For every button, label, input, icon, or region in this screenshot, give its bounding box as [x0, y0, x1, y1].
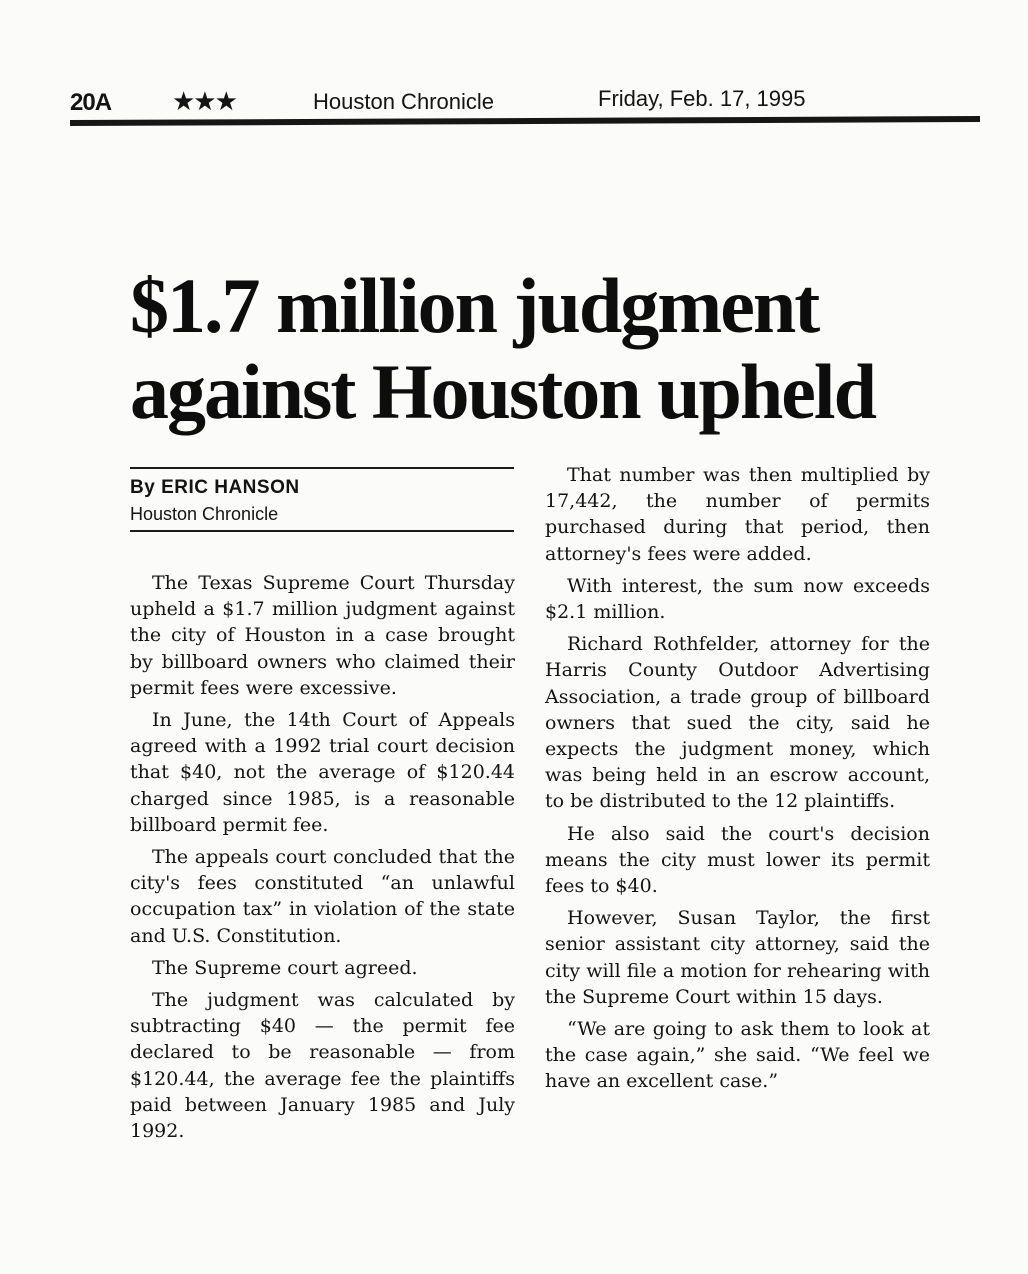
article-column-right — [545, 462, 930, 1101]
paragraph: The Supreme court agreed. — [152, 956, 418, 979]
paragraph: The appeals court concluded that the city's fees constituted “an unlawful occupation tax” in violation of the state and U.S. Constitution. — [130, 846, 515, 947]
paragraph: He also said the court's decision means the city must lower its permit fees to $40. — [545, 822, 930, 898]
paragraph: Richard Rothfelder, attorney for the Harris County Outdoor Advertising Association, a trade group of billboard owners that sued the city, said he expects the judgment money, which was being held in an escrow account, to be distributed to the 12 plaintiffs. — [545, 633, 930, 813]
paragraph: That number was then multiplied by 17,442, the number of permits purchased during that period, then attorney's fees were added. — [545, 464, 930, 565]
headline: $1.7 million judgment against Houston upheld — [130, 262, 875, 435]
edition-stars: ★★★ — [172, 86, 236, 116]
byline-author: By ERIC HANSON — [130, 477, 300, 498]
byline-rule-bottom — [130, 530, 514, 532]
paragraph: However, Susan Taylor, the first senior assistant city attorney, said the city will file a motion for rehearing with the Supreme Court within 15 days. — [545, 907, 930, 1008]
byline-rule-top — [130, 467, 514, 469]
masthead — [70, 86, 978, 120]
byline-organization: Houston Chronicle — [130, 504, 279, 524]
paragraph: The judgment was calculated by subtracting $40 — the permit fee declared to be reasonable — from $120.44, the average fee the plaintiffs paid between January 1985 and July 1992. — [130, 989, 515, 1143]
publication-date: Friday, Feb. 17, 1995 — [598, 86, 806, 111]
article-column-left — [130, 570, 515, 1150]
page-number: 20A — [70, 89, 112, 116]
newspaper-name: Houston Chronicle — [313, 89, 494, 114]
paragraph: With interest, the sum now exceeds $2.1 million. — [545, 574, 930, 624]
paragraph: In June, the 14th Court of Appeals agreed with a 1992 trial court decision that $40, not the average of $120.44 charged since 1985, is a reasonable billboard permit fee. — [130, 709, 515, 836]
paragraph: The Texas Supreme Court Thursday upheld a $1.7 million judgment against the city of Houston in a case brought by billboard owners who claimed their permit fees were excessive. — [130, 572, 515, 699]
paragraph: “We are going to ask them to look at the case again,” she said. “We feel we have an excellent case.” — [545, 1018, 930, 1093]
